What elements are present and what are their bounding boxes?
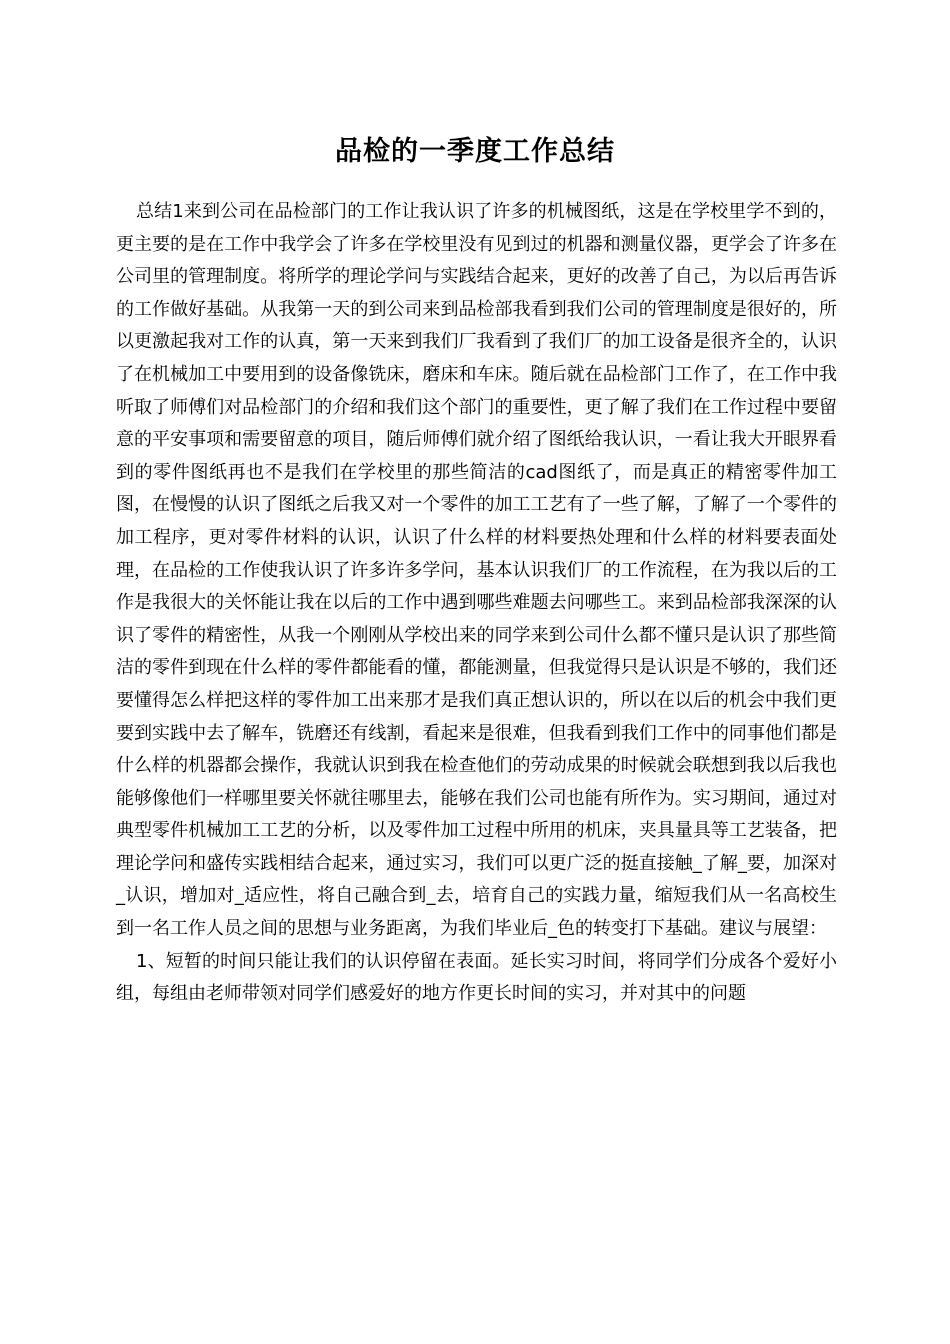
body-paragraph-summary: 总结1来到公司在品检部门的工作让我认识了许多的机械图纸，这是在学校里学不到的，更主要的是在工作中我学会了许多在学校里没有见到过的机器和测量仪器，更学会了许多在公司里的管理制度。将所学的理论学问与实践结合起来，更好的改善了自己，为以后再告诉的工作做好基础。从我第一天的到公司来到品检部我看到我们公司的管理制度是很好的，所以更激起我对工作的认真，第一天来到我们厂我看到了我们厂的加工设备是很齐全的，认识了在机械加工中要用到的设备像铣床，磨床和车床。随后就在品检部门工作了，在工作中我听取了师傅们对品检部门的介绍和我们这个部门的重要性，更了解了我们在工作过程中要留意的平安事项和需要留意的项目，随后师傅们就介绍了图纸给我认识，一看让我大开眼界看到的零件图纸再也不是我们在学校里的那些简洁的cad图纸了，而是真正的精密零件加工图，在慢慢的认识了图纸之后我又对一个零件的加工工艺有了一些了解，了解了一个零件的加工程序，更对零件材料的认识，认识了什么样的材料要热处理和什么样的材料要表面处理，在品检的工作使我认识了许多许多学问，基本认识我们厂的工作流程，在为我以后的工作是我很大的关怀能让我在以后的工作中遇到哪些难题去问哪些工。来到品检部我深深的认识了零件的精密性，从我一个刚刚从学校出来的同学来到公司什么都不懂只是认识了那些简洁的零件到现在什么样的零件都能看的懂，都能测量，但我觉得只是认识是不够的，我们还要懂得怎么样把这样的零件加工出来那才是我们真正想认识的，所以在以后的机会中我们更要到实践中去了解车，铣磨还有线割，看起来是很难，但我看到我们工作中的同事他们都是什么样的机器都会操作，我就认识到我在检查他们的劳动成果的时候就会联想到我以后我也能够像他们一样哪里要关怀就往哪里去，能够在我们公司也能有所作为。实习期间，通过对典型零件机械加工工艺的分析，以及零件加工过程中所用的机床，夹具量具等工艺装备，把理论学问和盛传实践相结合起来，通过实习，我们可以更广泛的挺直接触_了解_要，加深对_认识，增加对_适应性，将自己融合到_去，培育自己的实践力量，缩短我们从一名高校生到一名工作人员之间的思想与业务距离，为我们毕业后_色的转变打下基础。建议与展望： [116, 201, 837, 940]
document-body [116, 196, 837, 1011]
document-title: 品检的一季度工作总结 [335, 136, 615, 167]
body-paragraph-suggestion-1: 1、短暂的时间只能让我们的认识停留在表面。延长实习时间，将同学们分成各个爱好小组，每组由老师带领对同学们感爱好的地方作更长时间的实习，并对其中的问题 [116, 950, 837, 1005]
